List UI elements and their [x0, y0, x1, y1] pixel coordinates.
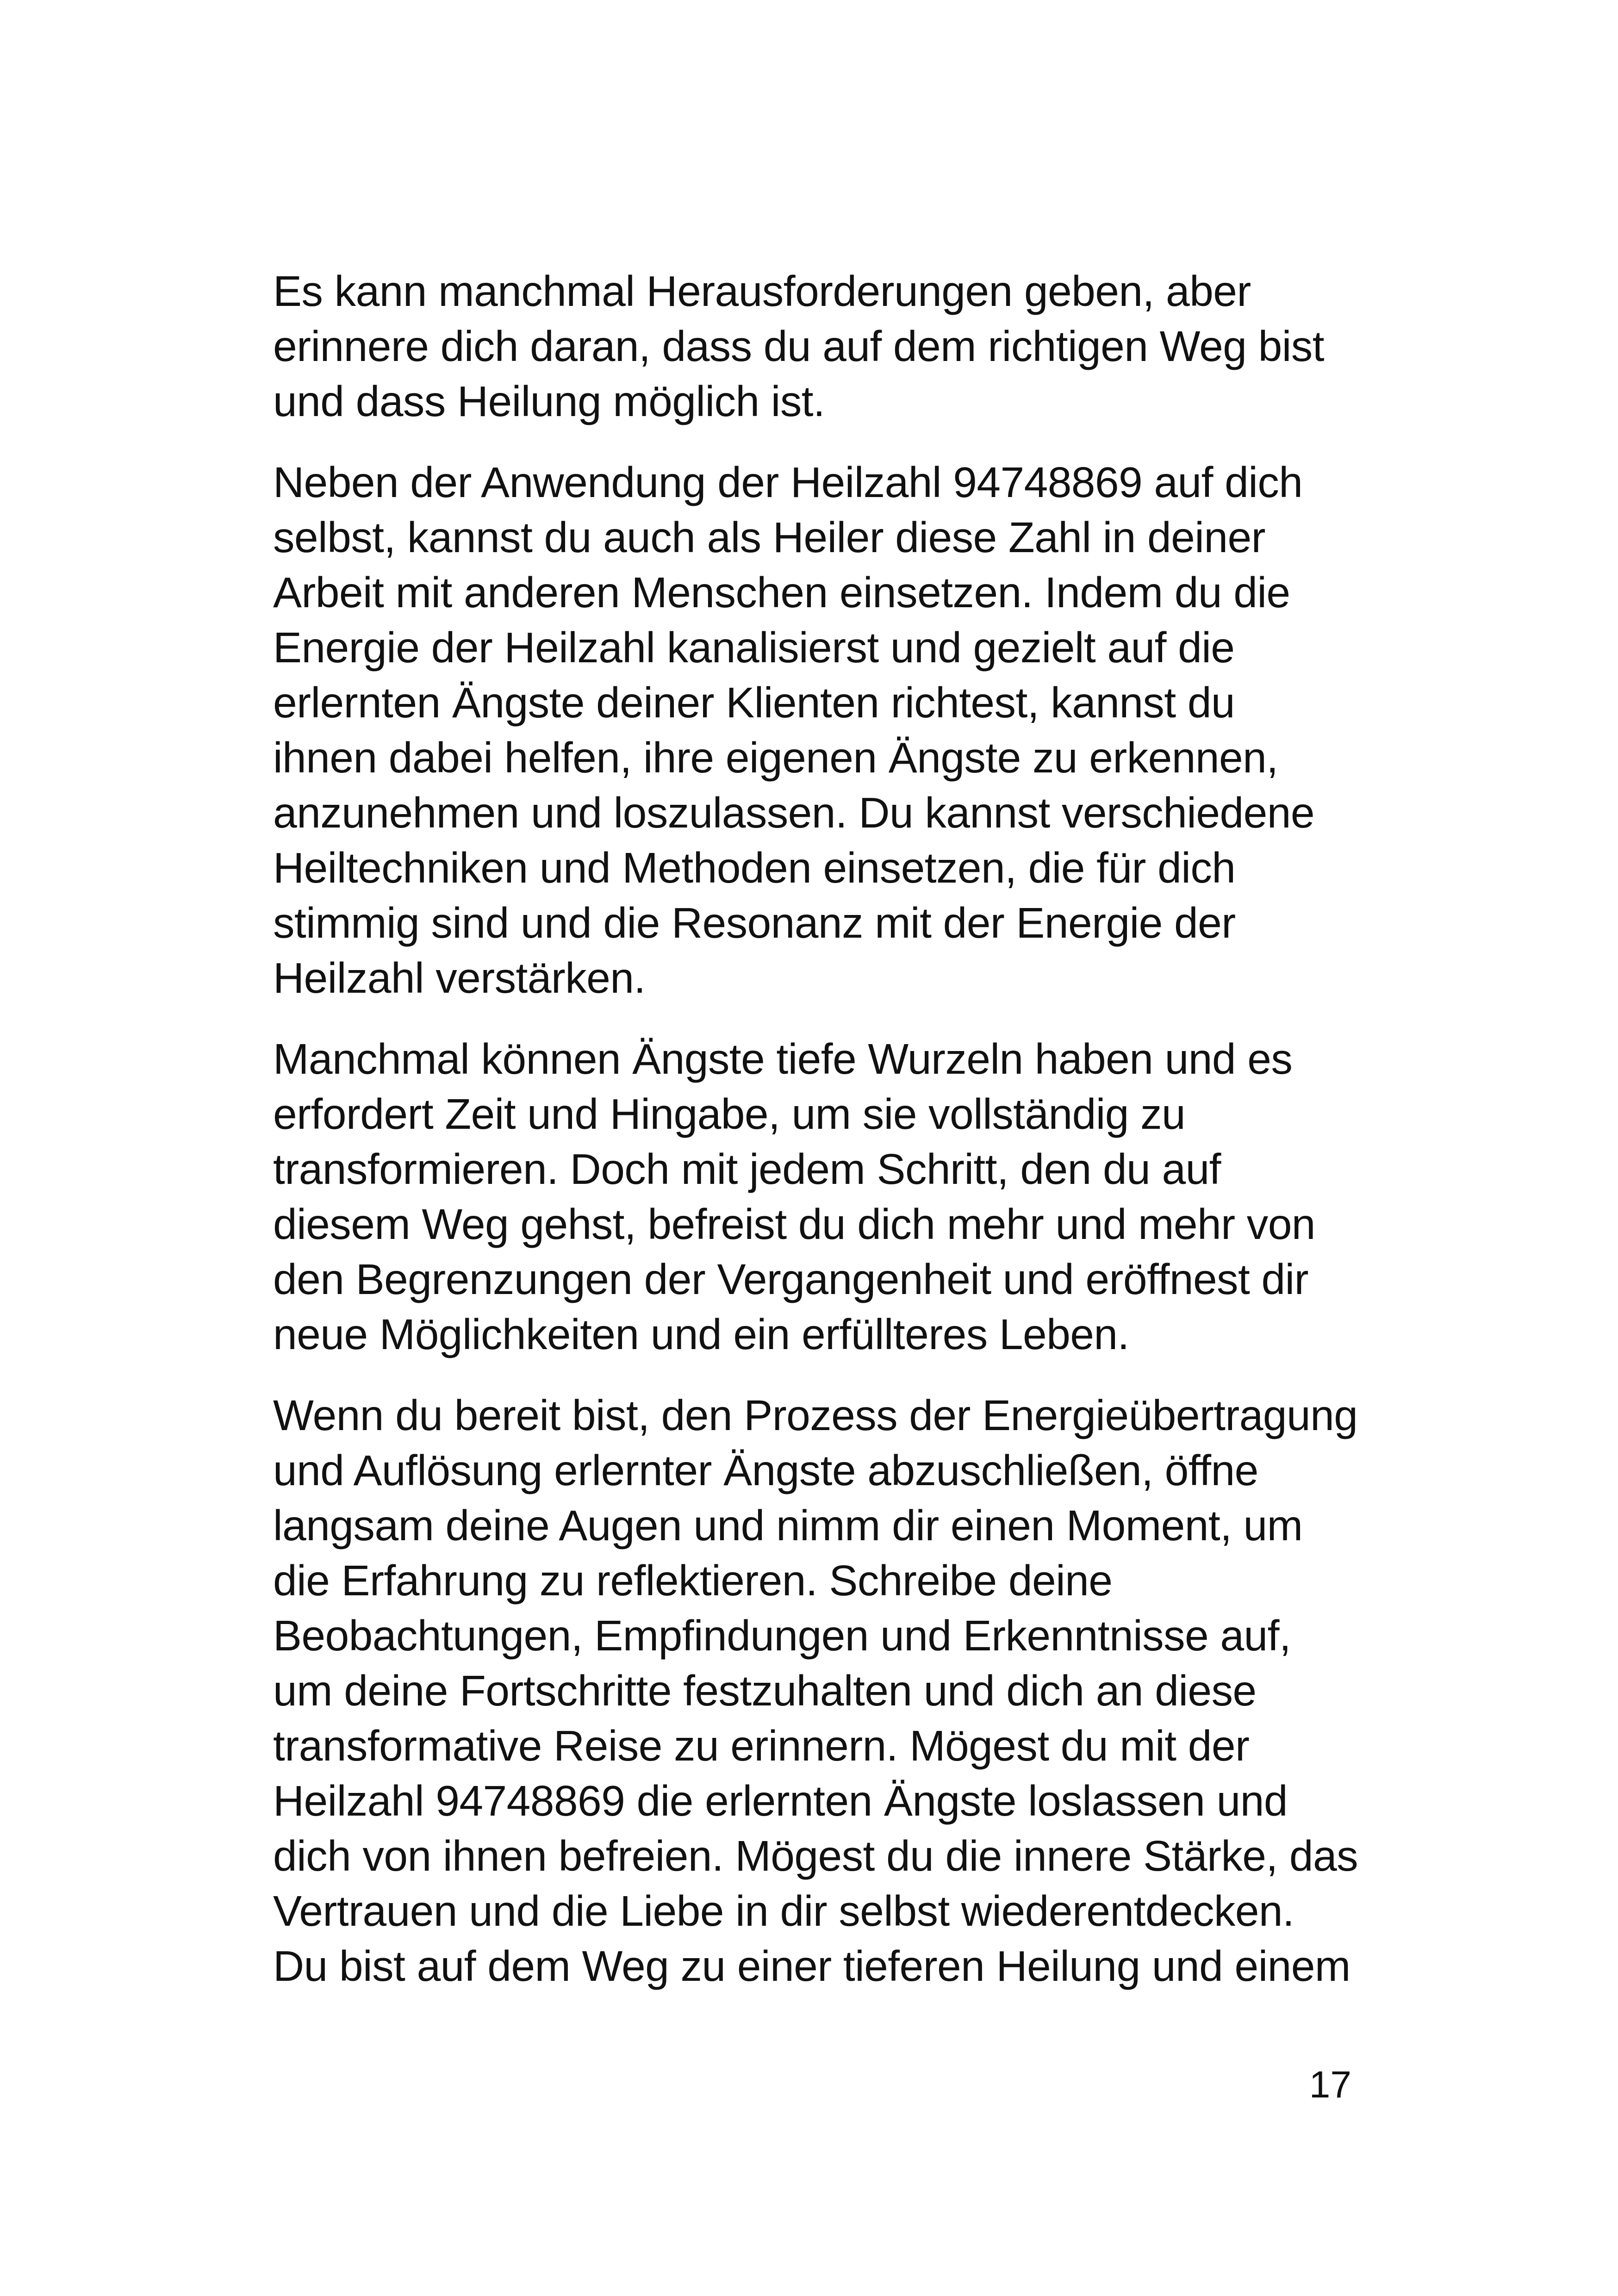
text-line: transformative Reise zu erinnern. Mögest du mit der — [273, 1722, 1250, 1770]
text-line: Du bist auf dem Weg zu einer tieferen Heilung und einem — [273, 1942, 1350, 1990]
text-line: stimmig sind und die Resonanz mit der Energie der — [273, 899, 1236, 947]
text-line: Wenn du bereit bist, den Prozess der Energieübertragung — [273, 1391, 1358, 1439]
text-line: selbst, kannst du auch als Heiler diese Zahl in deiner — [273, 513, 1265, 561]
text-line: Vertrauen und die Liebe in dir selbst wiederentdecken. — [273, 1887, 1294, 1935]
text-line: erlernten Ängste deiner Klienten richtest, kannst du — [273, 678, 1235, 727]
text-line: erfordert Zeit und Hingabe, um sie vollständig zu — [273, 1090, 1186, 1138]
text-line: um deine Fortschritte festzuhalten und dich an diese — [273, 1667, 1257, 1715]
page-number: 17 — [1309, 2064, 1351, 2106]
text-line: Heilzahl 94748869 die erlernten Ängste loslassen und — [273, 1777, 1288, 1825]
text-line: und Auflösung erlernter Ängste abzuschließen, öffne — [273, 1446, 1258, 1494]
text-line: Energie der Heilzahl kanalisierst und gezielt auf die — [273, 623, 1235, 672]
text-line: transformieren. Doch mit jedem Schritt, den du auf — [273, 1145, 1221, 1193]
paragraph-2 — [273, 455, 1356, 1006]
text-line: Heilzahl verstärken. — [273, 954, 646, 1002]
paragraph-1 — [273, 264, 1356, 429]
text-line: erinnere dich daran, dass du auf dem richtigen Weg bist — [273, 322, 1324, 370]
page-body — [273, 264, 1356, 2020]
text-line: langsam deine Augen und nimm dir einen Moment, um — [273, 1501, 1303, 1549]
text-line: und dass Heilung möglich ist. — [273, 377, 825, 425]
text-line: ihnen dabei helfen, ihre eigenen Ängste zu erkennen, — [273, 734, 1278, 782]
text-line: dich von ihnen befreien. Mögest du die innere Stärke, das — [273, 1832, 1358, 1880]
text-line: die Erfahrung zu reflektieren. Schreibe deine — [273, 1556, 1113, 1605]
text-line: Es kann manchmal Herausforderungen geben, aber — [273, 267, 1251, 315]
paragraph-3 — [273, 1032, 1356, 1362]
text-line: diesem Weg gehst, befreist du dich mehr und mehr von — [273, 1200, 1315, 1248]
text-line: anzunehmen und loszulassen. Du kannst verschiedene — [273, 789, 1314, 837]
paragraph-4 — [273, 1388, 1356, 1994]
text-line: den Begrenzungen der Vergangenheit und eröffnest dir — [273, 1255, 1308, 1303]
text-line: Heiltechniken und Methoden einsetzen, die für dich — [273, 844, 1236, 892]
text-line: Beobachtungen, Empfindungen und Erkenntnisse auf, — [273, 1612, 1291, 1660]
text-line: Manchmal können Ängste tiefe Wurzeln haben und es — [273, 1035, 1293, 1083]
text-line: Neben der Anwendung der Heilzahl 94748869 auf dich — [273, 458, 1303, 506]
text-line: neue Möglichkeiten und ein erfüllteres Leben. — [273, 1310, 1129, 1358]
text-line: Arbeit mit anderen Menschen einsetzen. Indem du die — [273, 568, 1290, 616]
